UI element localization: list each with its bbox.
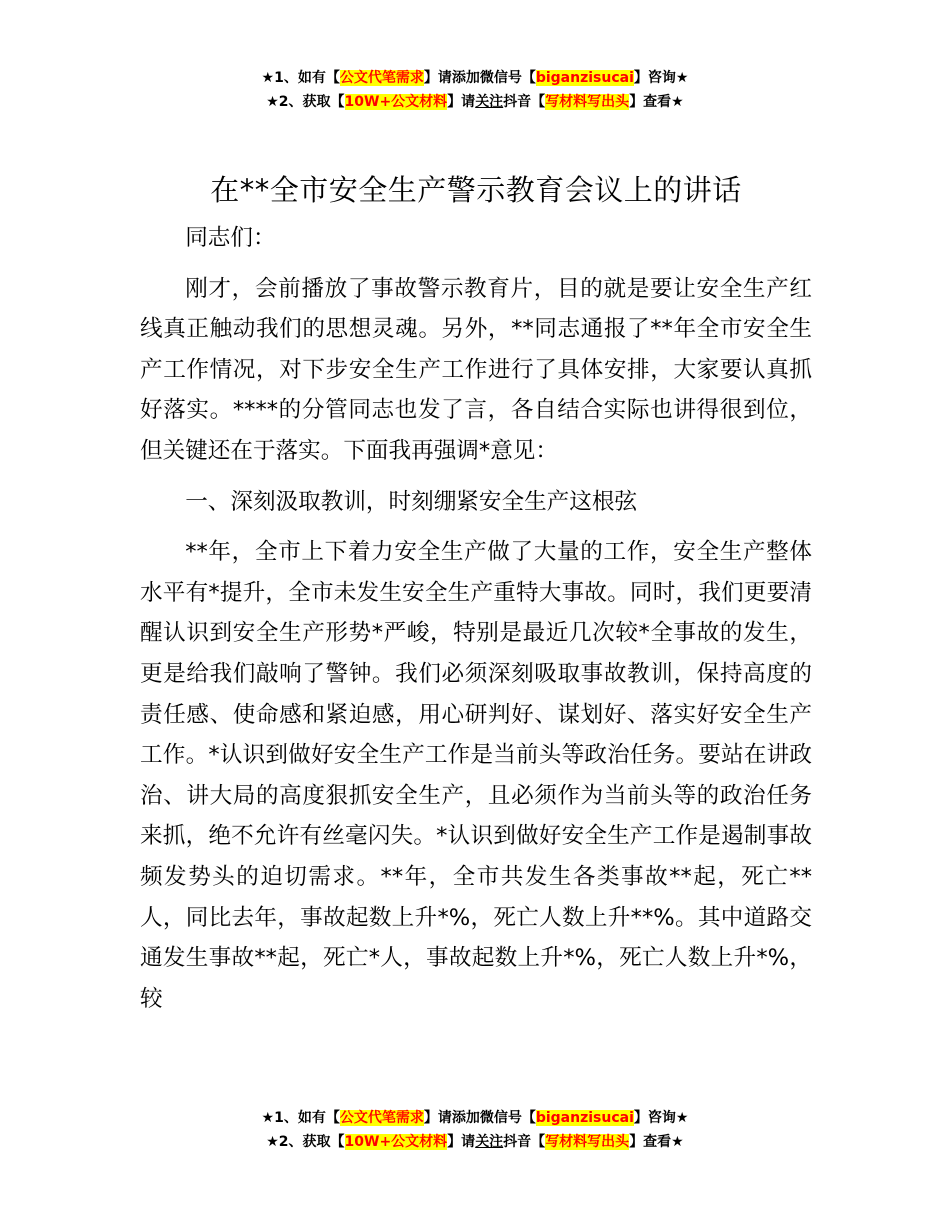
paragraph: 刚才，会前播放了事故警示教育片，目的就是要让安全生产红线真正触动我们的思想灵魂。另外，**同志通报了**年全市安全生产工作情况，对下步安全生产工作进行了具体安排，大家要认真抓好落实。****的分管同志也发了言，各自结合实际也讲得很到位，但关键还在于落实。下面我再强调*意见： bbox=[140, 275, 812, 464]
header-banner bbox=[0, 66, 950, 114]
document-body bbox=[140, 166, 812, 1019]
document-title: 在**全市安全生产警示教育会议上的讲话 bbox=[210, 173, 742, 207]
highlight-text: biganzisucai bbox=[535, 1110, 634, 1126]
banner-line-2: ★2、获取【10W+公文材料】请关注抖音【写材料写出头】查看★ bbox=[266, 94, 684, 110]
banner-line-1: ★1、如有【公文代笔需求】请添加微信号【biganzisucai】咨询★ bbox=[261, 70, 689, 86]
highlight-text: 公文代笔需求 bbox=[339, 70, 424, 86]
banner-line-1: ★1、如有【公文代笔需求】请添加微信号【biganzisucai】咨询★ bbox=[261, 1110, 689, 1126]
highlight-text: 写材料写出头 bbox=[545, 1134, 630, 1150]
highlight-text: 10W+公文材料 bbox=[344, 1134, 448, 1150]
highlight-text: 公文代笔需求 bbox=[339, 1110, 424, 1126]
highlight-text: 写材料写出头 bbox=[545, 94, 630, 110]
section-heading: 一、深刻汲取教训，时刻绷紧安全生产这根弦 bbox=[185, 488, 638, 515]
footer-banner bbox=[0, 1106, 950, 1154]
banner-line-2: ★2、获取【10W+公文材料】请关注抖音【写材料写出头】查看★ bbox=[266, 1134, 684, 1150]
highlight-text: biganzisucai bbox=[535, 70, 634, 86]
salutation: 同志们： bbox=[185, 225, 276, 251]
highlight-text: 10W+公文材料 bbox=[344, 94, 448, 110]
paragraph: **年，全市上下着力安全生产做了大量的工作，安全生产整体水平有*提升，全市未发生安全生产重特大事故。同时，我们更要清醒认识到安全生产形势*严峻，特别是最近几次较*全事故的发生，更是给我们敲响了警钟。我们必须深刻吸取事故教训，保持高度的责任感、使命感和紧迫感，用心研判好、谋划好、落实好安全生产工作。*认识到做好安全生产工作是当前头等政治任务。要站在讲政治、讲大局的高度狠抓安全生产，且必须作为当前头等的政治任务来抓，绝不允许有丝毫闪失。*认识到做好安全生产工作是遏制事故频发势头的迫切需求。**年，全市共发生各类事故**起，死亡**人，同比去年，事故起数上升*%，死亡人数上升**%。其中道路交通发生事故**起，死亡*人，事故起数上升*%，死亡人数上升*%，较 bbox=[140, 539, 812, 1012]
